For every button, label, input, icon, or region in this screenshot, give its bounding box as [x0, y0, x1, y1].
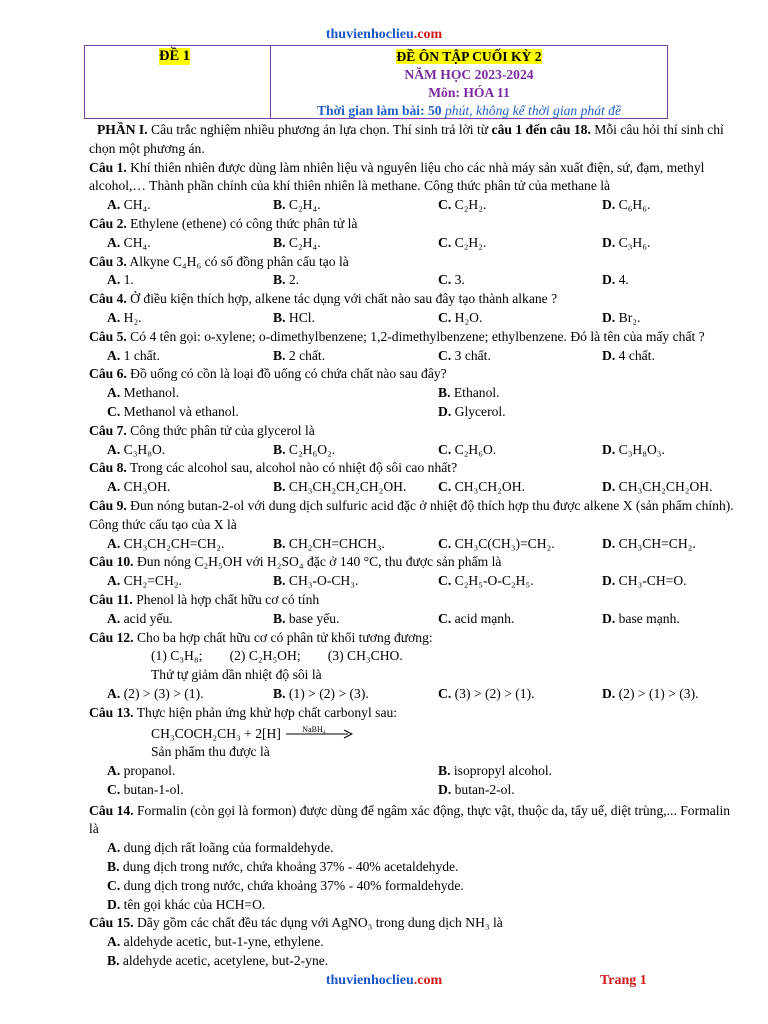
question-list — [89, 121, 739, 971]
option-b: B. base yếu. — [273, 610, 340, 626]
option-a: A. 1. — [107, 272, 134, 288]
options-row — [89, 384, 739, 403]
options-row — [89, 572, 739, 591]
options-row — [89, 610, 739, 629]
option-c: C. dung dịch trong nước, chứa khoảng 37% - 40% formaldehyde. — [107, 877, 464, 893]
option-a: A. propanol. — [107, 763, 176, 779]
exam-header-box — [84, 45, 668, 119]
option-c: C. acid mạnh. — [438, 610, 515, 626]
options-row — [89, 309, 739, 328]
options-row — [89, 403, 739, 422]
site-footer — [0, 973, 768, 989]
option-a: A. aldehyde acetic, but-1-yne, ethylene. — [107, 934, 324, 950]
option-c: C. C₂H₂. — [438, 234, 487, 250]
option-a: A. CH₄. — [107, 234, 151, 250]
question: Câu 3. Alkyne C₄H₆ có số đồng phân cấu tạo là — [89, 253, 349, 269]
question: Câu 9. Đun nóng butan-2-ol với dung dịch sulfuric acid đặc ở nhiệt độ thích hợp thu được alkene X (sản phẩm chính). Công thức cấu tạo của X là — [89, 497, 734, 532]
options-row — [89, 762, 739, 781]
option-d: D. 4. — [602, 272, 629, 288]
options-row — [89, 478, 739, 497]
options-row — [89, 234, 739, 253]
option-d: D. CH₃CH₂CH₂OH. — [602, 479, 713, 495]
option-b: B. aldehyde acetic, acetylene, but-2-yne. — [107, 953, 329, 969]
option-c: C. H₂O. — [438, 309, 483, 325]
question: Câu 6. Đồ uống có cồn là loại đồ uống có chứa chất nào sau đây? — [89, 366, 447, 382]
question: Câu 14. Formalin (còn gọi là formon) được dùng để ngâm xác động, thực vật, thuộc da, tẩy uế, diệt trùng,... Formalin là — [89, 802, 731, 837]
option-d: D. CH₃CH=CH₂. — [602, 535, 696, 551]
options-row — [89, 347, 739, 366]
option-c: C. CH₃CH₂OH. — [438, 479, 525, 495]
compound-list: (1) C₃H₈; (2) C₂H₅OH; (3) CH₃CHO. — [151, 648, 403, 664]
options-row — [89, 781, 739, 800]
question: Câu 12. Cho ba hợp chất hữu cơ có phân tử khối tương đương: — [89, 629, 433, 645]
option-d: D. C₃H₆. — [602, 234, 651, 250]
site-header — [0, 27, 768, 43]
question-sub: Thứ tự giảm dần nhiệt độ sôi là — [151, 667, 322, 683]
option-b: B. CH₃CH₂CH₂CH₂OH. — [273, 479, 407, 495]
exam-time: Thời gian làm bài: 50 phút, không kể thời gian phát đề — [316, 103, 622, 118]
options-row — [89, 196, 739, 215]
question: Câu 15. Dãy gồm các chất đều tác dụng với AgNO₃ trong dung dịch NH₃ là — [89, 915, 503, 931]
option-c: C. butan-1-ol. — [107, 781, 184, 797]
option-b: B. 2. — [273, 272, 300, 288]
question-sub: Sản phẩm thu được là — [151, 744, 270, 760]
options-row — [89, 535, 739, 554]
option-a: A. CH₃OH. — [107, 479, 171, 495]
reaction-arrow-icon: NaBH₄ — [284, 727, 354, 741]
option-d: D. (2) > (1) > (3). — [602, 685, 699, 701]
options-row — [89, 441, 739, 460]
option-d: D. C₃H₈O₃. — [602, 441, 665, 457]
exam-number: ĐỀ 1 — [159, 48, 191, 64]
option-d: D. Br₂. — [602, 309, 641, 325]
option-b: B. CH₂CH=CHCH₃. — [273, 535, 385, 551]
site-name: thuvienhoclieu — [325, 27, 414, 42]
question: Câu 11. Phenol là hợp chất hữu cơ có tính — [89, 591, 320, 607]
option-b: B. CH₃-O-CH₃. — [273, 573, 359, 589]
option-d: D. tên gọi khác của HCH=O. — [107, 896, 266, 912]
option-a: A. C₃H₈O. — [107, 441, 166, 457]
question: Câu 1. Khí thiên nhiên được dùng làm nhiên liệu và nguyên liệu cho các nhà máy sản xuất điện, sứ, đạm, methyl alcohol,… Thành phần chính của khí thiên nhiên là methane. Công thức phân tử của methane là — [89, 159, 705, 194]
reaction-equation: CH₃COCH₂CH₃ + 2[H] NaBH₄ — [89, 725, 739, 744]
option-b: B. C₂H₄. — [273, 234, 321, 250]
option-b: B. HCl. — [273, 309, 315, 325]
option-c: C. C₂H₅-O-C₂H₅. — [438, 573, 534, 589]
option-c: C. Methanol và ethanol. — [107, 403, 239, 419]
question: Câu 4. Ở điều kiện thích hợp, alkene tác dụng với chất nào sau đây tạo thành alkane ? — [89, 291, 558, 307]
option-a: A. CH₂=CH₂. — [107, 573, 182, 589]
option-c: C. 3. — [438, 272, 465, 288]
page-number: Trang 1 — [600, 973, 647, 988]
option-b: B. isopropyl alcohol. — [438, 763, 553, 779]
site-domain: .com — [413, 27, 443, 42]
option-c: C. (3) > (2) > (1). — [438, 685, 535, 701]
options-row — [89, 685, 739, 704]
option-d: D. 4 chất. — [602, 347, 655, 363]
options-row — [89, 271, 739, 290]
part-intro: PHẦN I. Câu trắc nghiệm nhiều phương án lựa chọn. Thí sinh trả lời từ câu 1 đến câu 18. Mỗi câu hỏi thí sinh chỉ chọn một phương án. — [89, 122, 724, 156]
option-b: B. (1) > (2) > (3). — [273, 685, 369, 701]
option-a: A. (2) > (3) > (1). — [107, 685, 204, 701]
question: Câu 2. Ethylene (ethene) có công thức phân tử là — [89, 215, 358, 231]
exam-title-block — [271, 48, 667, 120]
site-name: thuvienhoclieu — [325, 973, 414, 988]
option-b: B. C₂H₄. — [273, 197, 321, 213]
option-d: D. C₆H₆. — [602, 197, 651, 213]
option-c: C. CH₃C(CH₃)=CH₂. — [438, 535, 555, 551]
option-b: B. dung dịch trong nước, chứa khoảng 37% - 40% acetaldehyde. — [107, 859, 459, 875]
option-d: D. Glycerol. — [438, 403, 506, 419]
option-a: A. Methanol. — [107, 385, 180, 401]
option-a: A. CH₃CH₂CH=CH₂. — [107, 535, 225, 551]
option-c: C. C₂H₆O. — [438, 441, 497, 457]
option-d: D. base mạnh. — [602, 610, 680, 626]
option-a: A. dung dịch rất loãng của formaldehyde. — [107, 840, 334, 856]
option-c: C. C₂H₂. — [438, 197, 487, 213]
school-year: NĂM HỌC 2023-2024 — [404, 67, 534, 82]
option-a: A. H₂. — [107, 309, 142, 325]
option-b: B. 2 chất. — [273, 347, 326, 363]
question: Câu 7. Công thức phân tử của glycerol là — [89, 422, 315, 438]
question: Câu 10. Đun nóng C₂H₅OH với H₂SO₄ đặc ở 140 °C, thu được sản phẩm là — [89, 554, 502, 570]
option-a: A. 1 chất. — [107, 347, 160, 363]
question: Câu 8. Trong các alcohol sau, alcohol nào có nhiệt độ sôi cao nhất? — [89, 460, 458, 476]
option-a: A. acid yếu. — [107, 610, 173, 626]
option-b: B. C₂H₆O₂. — [273, 441, 336, 457]
exam-title: ĐỀ ÔN TẬP CUỐI KỲ 2 — [396, 49, 542, 64]
option-d: D. butan-2-ol. — [438, 781, 515, 797]
question: Câu 5. Có 4 tên gọi: o-xylene; o-dimethylbenzene; 1,2-dimethylbenzene; ethylbenzene. Đó là tên của mấy chất ? — [89, 328, 705, 344]
subject: Môn: HÓA 11 — [428, 85, 510, 100]
option-c: C. 3 chất. — [438, 347, 491, 363]
site-domain: .com — [413, 973, 443, 988]
question: Câu 13. Thực hiện phản ứng khử hợp chất carbonyl sau: — [89, 704, 398, 720]
option-b: B. Ethanol. — [438, 385, 500, 401]
option-a: A. CH₄. — [107, 197, 151, 213]
option-d: D. CH₃-CH=O. — [602, 573, 687, 589]
